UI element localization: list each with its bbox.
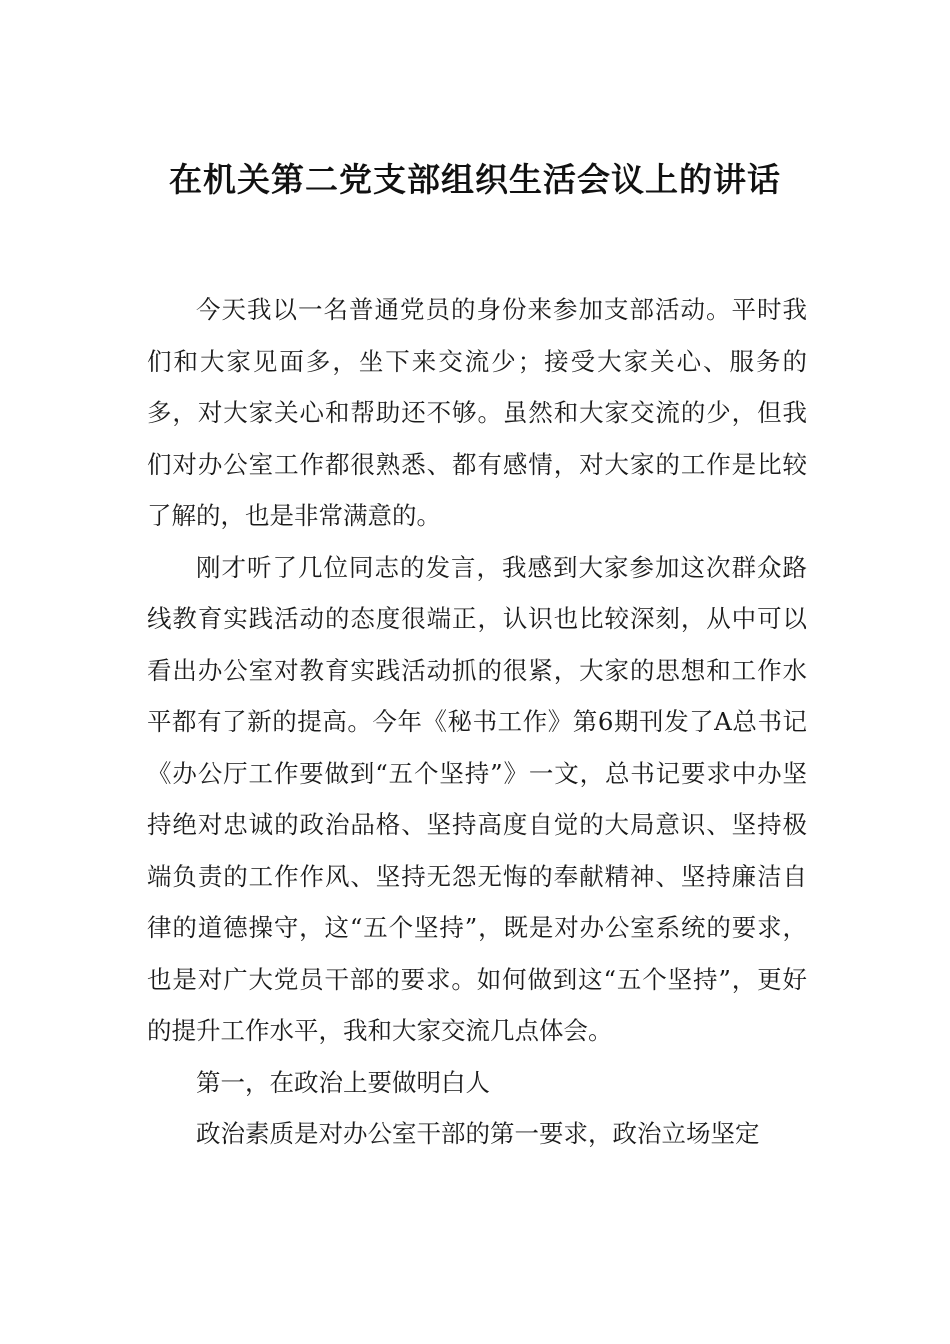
paragraph-intro: 今天我以一名普通党员的身份来参加支部活动。平时我们和大家见面多，坐下来交流少；接受大家关心、服务的多，对大家关心和帮助还不够。虽然和大家交流的少，但我们对办公室工作都很熟悉、都有感情，对大家的工作是比较了解的，也是非常满意的。 [147,295,807,530]
paragraph-political: 政治素质是对办公室干部的第一要求，政治立场坚定 [196,1119,760,1148]
paragraph-main: 刚才听了几位同志的发言，我感到大家参加这次群众路线教育实践活动的态度很端正，认识也比较深刻，从中可以看出办公室对教育实践活动抓的很紧，大家的思想和工作水平都有了新的提高。今年《秘书工作》第6期刊发了A总书记《办公厅工作要做到“五个坚持”》一文，总书记要求中办坚持绝对忠诚的政治品格、坚持高度自觉的大局意识、坚持极端负责的工作作风、坚持无怨无悔的奉献精神、坚持廉洁自律的道德操守，这“五个坚持”，既是对办公室系统的要求，也是对广大党员干部的要求。如何做到这“五个坚持”，更好的提升工作水平，我和大家交流几点体会。 [147,552,807,1045]
document-title: 在机关第二党支部组织生活会议上的讲话 [169,160,781,199]
document-body [147,284,807,1160]
section-heading-first: 第一，在政治上要做明白人 [196,1067,490,1097]
